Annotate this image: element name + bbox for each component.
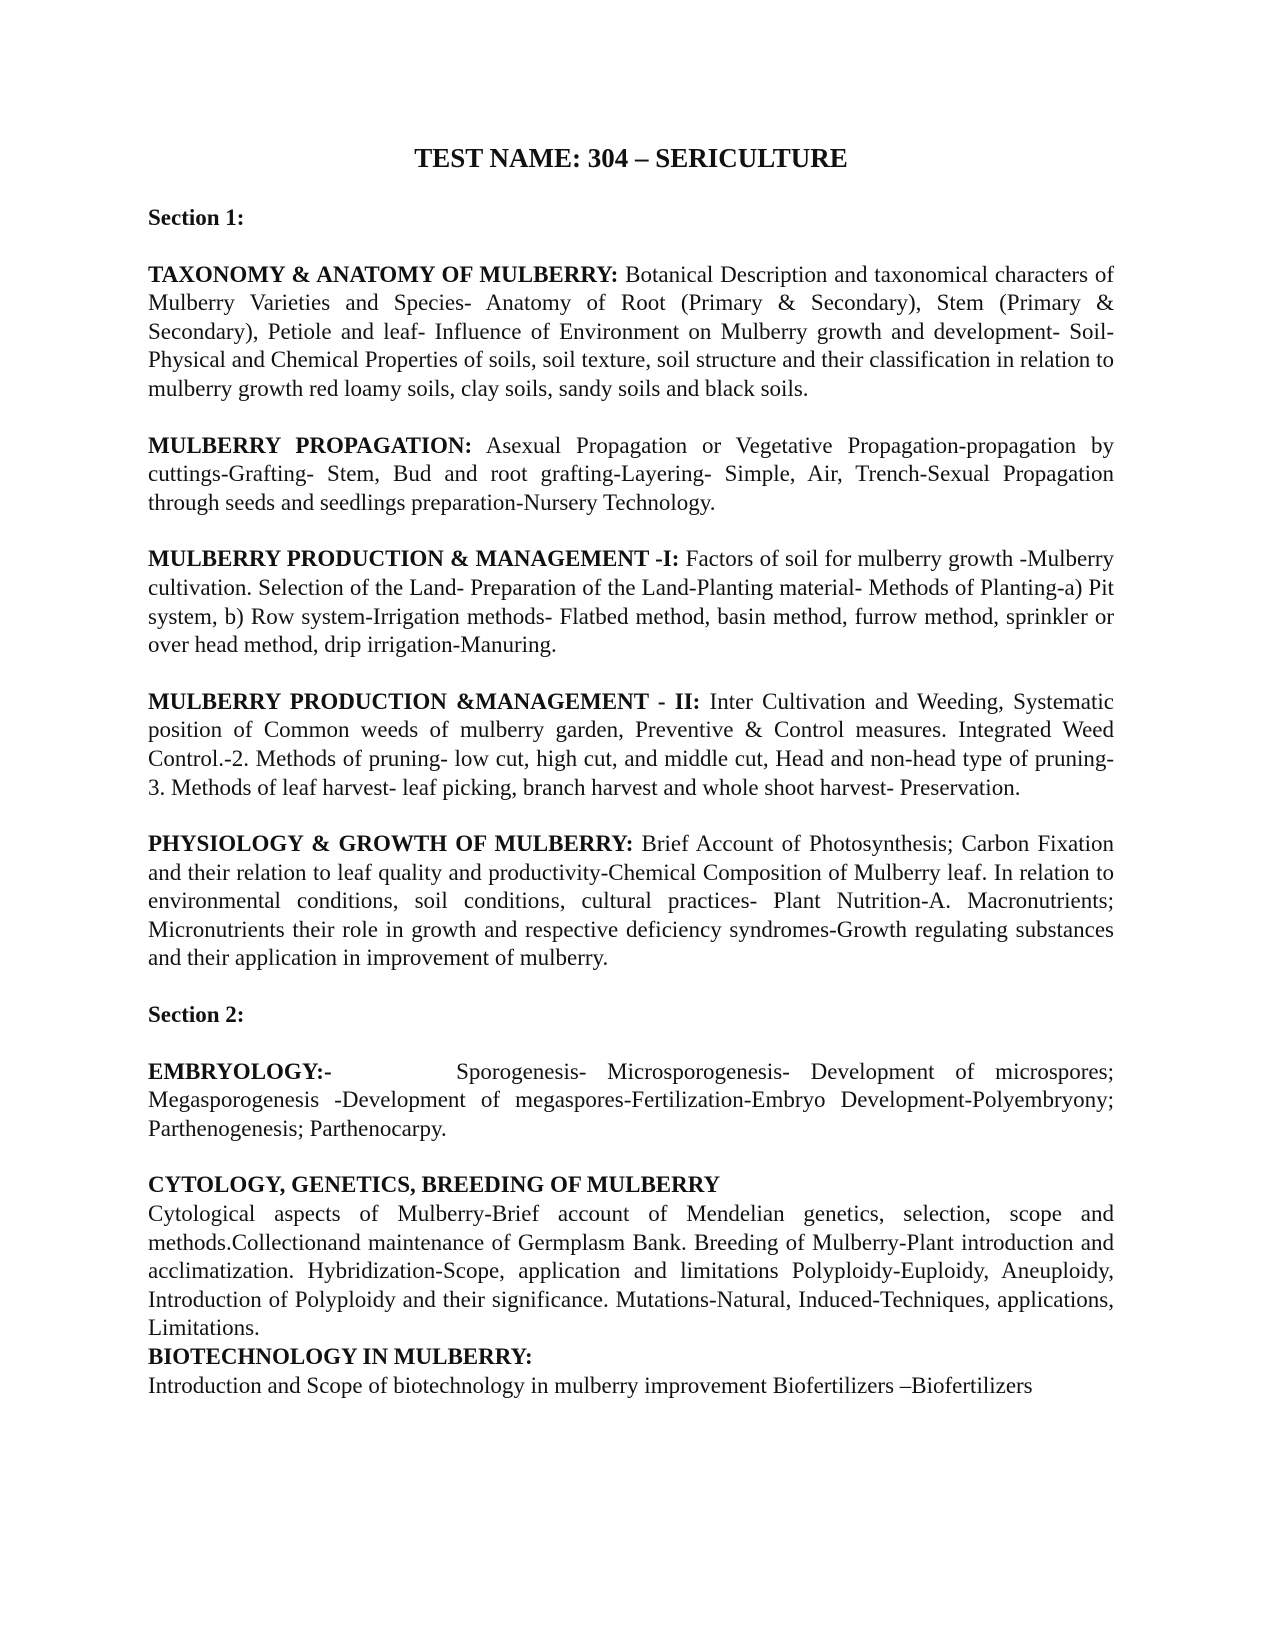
topic-embryology-body: Sporogenesis- Microsporogenesis- Development of microspores; Megasporogenesis -Development of megaspores-Fertilization-Embryo Development-Polyembryony; Parthenogenesis; Parthenocarpy. xyxy=(148,1058,1114,1141)
topic-production-2-body: Inter Cultivation and Weeding, Systematic position of Common weeds of mulberry garden, Preventive & Control measures. Integrated Weed Control.-2. Methods of pruning- low cut, high cut, and middle cut, Head and non-head type of pruning-3. Methods of leaf harvest- leaf picking, branch harvest and whole shoot harvest- Preservation. xyxy=(148,688,1114,800)
topic-biotech-heading: BIOTECHNOLOGY IN MULBERRY: xyxy=(148,1344,533,1369)
topic-propagation-body: Asexual Propagation or Vegetative Propagation-propagation by cuttings-Grafting- Stem, Bud and root grafting-Layering- Simple, Air, Trench-Sexual Propagation through seeds and seedlings preparation-Nursery Technology. xyxy=(148,432,1114,515)
topic-production-1-body: Factors of soil for mulberry growth -Mulberry cultivation. Selection of the Land- Preparation of the Land-Planting material- Methods of Planting-a) Pit system, b) Row system-Irrigation methods- Flatbed method, basin method, furrow method, sprinkler or over head method, drip irrigation-Manuring. xyxy=(148,546,1114,658)
topic-physiology-heading: PHYSIOLOGY & GROWTH OF MULBERRY: xyxy=(148,831,634,857)
topic-production-2 xyxy=(148,688,1114,802)
document-page xyxy=(148,140,1114,1400)
topic-taxonomy xyxy=(148,261,1114,404)
topic-physiology xyxy=(148,830,1114,973)
topic-propagation-heading: MULBERRY PROPAGATION: xyxy=(148,432,473,458)
topic-embryology xyxy=(148,1058,1114,1144)
topic-embryology-heading: EMBRYOLOGY:- xyxy=(148,1058,332,1084)
topic-cytology-heading: CYTOLOGY, GENETICS, BREEDING OF MULBERRY xyxy=(148,1172,721,1198)
topic-cytology-body: Cytological aspects of Mulberry-Brief account of Mendelian genetics, selection, scope and methods.Collectionand maintenance of Germplasm Bank. Breeding of Mulberry-Plant introduction and acclimatization. Hybridization-Scope, application and limitations Polyploidy-Euploidy, Aneuploidy, Introduction of Polyploidy and their significance. Mutations-Natural, Induced-Techniques, applications, Limitations. xyxy=(148,1201,1114,1341)
section-2-heading: Section 2: xyxy=(148,1002,245,1028)
topic-production-1-heading: MULBERRY PRODUCTION & MANAGEMENT -I: xyxy=(148,546,680,572)
topic-production-1 xyxy=(148,545,1114,659)
topic-physiology-body: Brief Account of Photosynthesis; Carbon Fixation and their relation to leaf quality and productivity-Chemical Composition of Mulberry leaf. In relation to environmental conditions, soil conditions, cultural practices- Plant Nutrition-A. Macronutrients; Micronutrients their role in growth and respective deficiency syndromes-Growth regulating substances and their application in improvement of mulberry. xyxy=(148,831,1114,971)
topic-taxonomy-heading: TAXONOMY & ANATOMY OF MULBERRY: xyxy=(148,261,619,287)
page-title: TEST NAME: 304 – SERICULTURE xyxy=(414,143,848,173)
topic-biotech-body: Introduction and Scope of biotechnology in mulberry improvement Biofertilizers –Biofertilizers xyxy=(148,1372,1033,1398)
topic-production-2-heading: MULBERRY PRODUCTION &MANAGEMENT - II: xyxy=(148,688,701,714)
topic-taxonomy-body: Botanical Description and taxonomical characters of Mulberry Varieties and Species- Anatomy of Root (Primary & Secondary), Stem (Primary & Secondary), Petiole and leaf- Influence of Environment on Mulberry growth and development- Soil- Physical and Chemical Properties of soils, soil texture, soil structure and their classification in relation to mulberry growth red loamy soils, clay soils, sandy soils and black soils. xyxy=(148,261,1115,401)
section-1-heading: Section 1: xyxy=(148,205,245,230)
topic-propagation xyxy=(148,432,1114,518)
